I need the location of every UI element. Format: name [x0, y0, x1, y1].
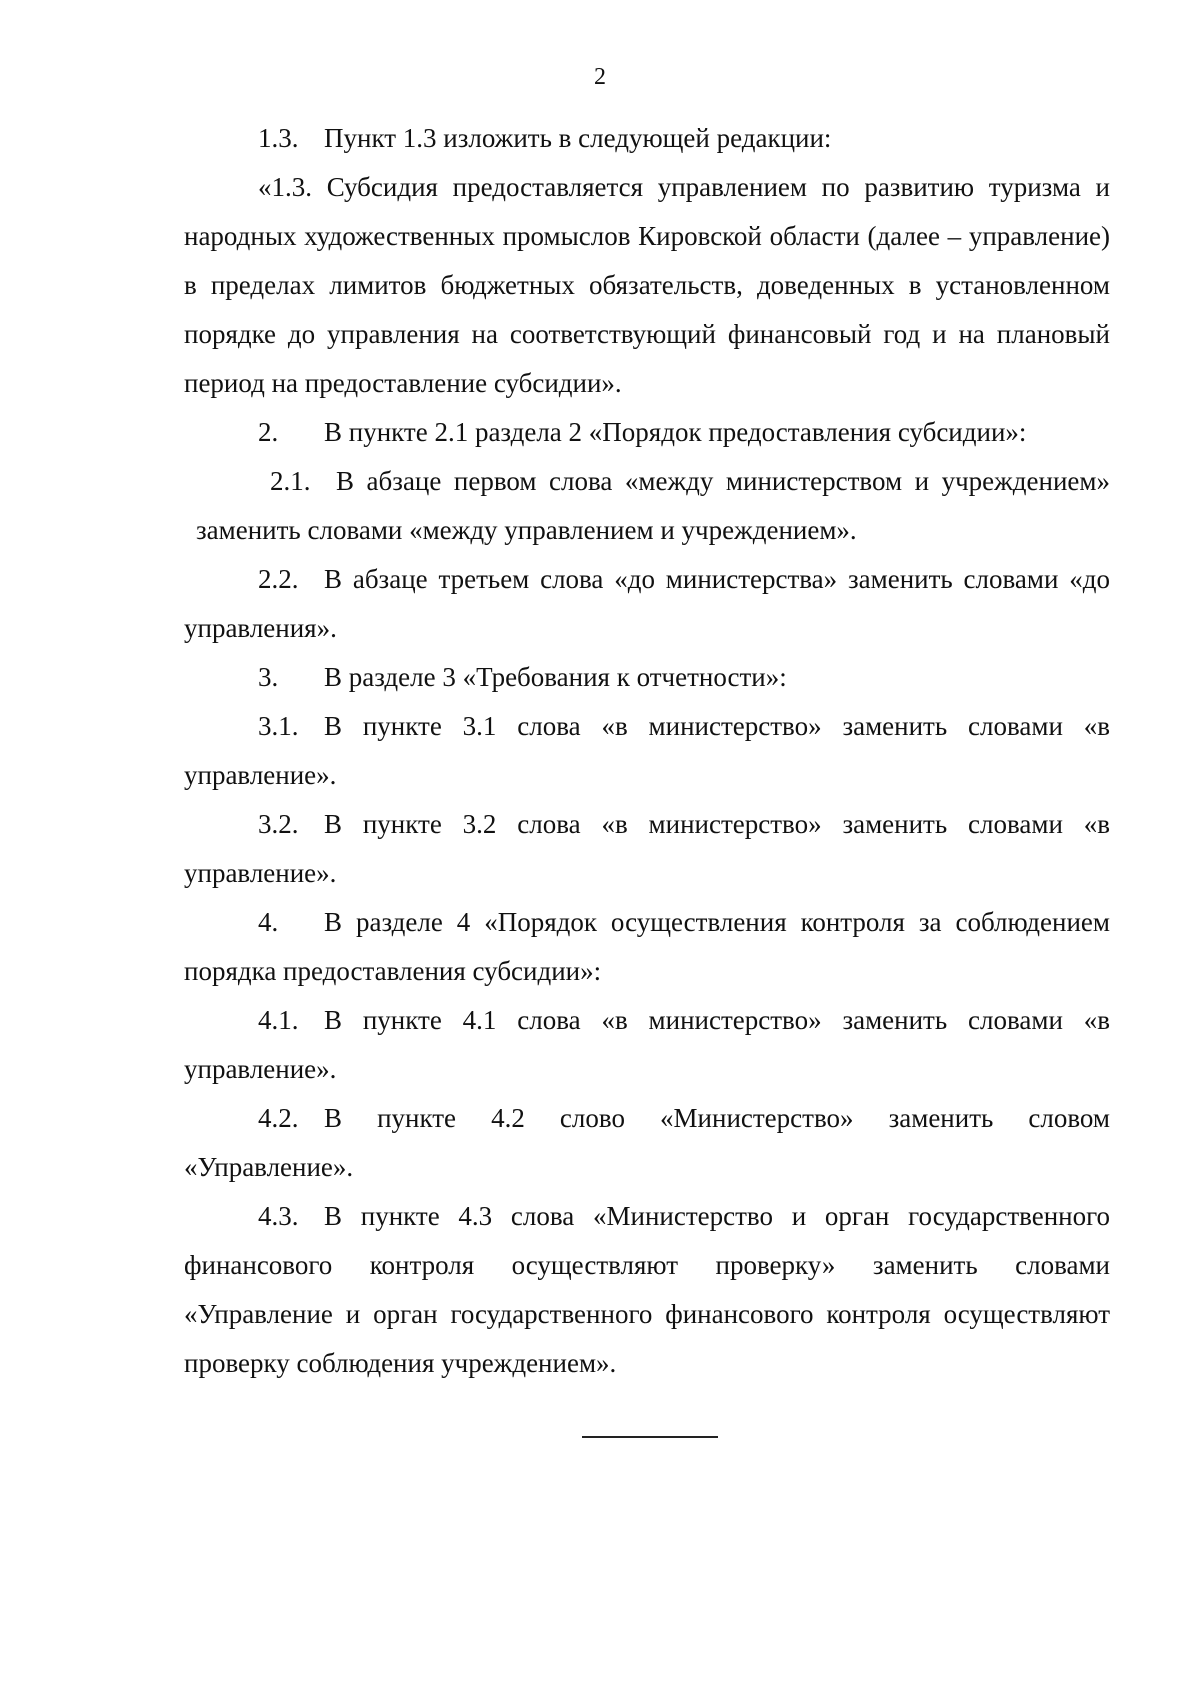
paragraph-quoted-1-3 — [184, 163, 1110, 408]
paragraph-4 — [184, 898, 1110, 996]
paragraph-number: 3. — [258, 662, 279, 692]
paragraph-number: 4.2. — [258, 1103, 299, 1133]
paragraph-text: В пункте 2.1 раздела 2 «Порядок предоставления субсидии»: — [324, 417, 1027, 447]
paragraph-text: В абзаце первом слова «между министерством и учреждением» заменить словами «между управлением и учреждением». — [196, 466, 1110, 545]
paragraph-2-1 — [184, 457, 1110, 555]
paragraph-text: В абзаце третьем слова «до министерства» заменить словами «до управления». — [184, 564, 1110, 643]
paragraph-text: В пункте 3.2 слова «в министерство» заменить словами «в управление». — [184, 809, 1110, 888]
paragraph-text: В пункте 4.2 слово «Министерство» заменить словом «Управление». — [184, 1103, 1110, 1182]
paragraph-text: В пункте 3.1 слова «в министерство» заменить словами «в управление». — [184, 711, 1110, 790]
paragraph-text: «1.3. Субсидия предоставляется управлением по развитию туризма и народных художественных промыслов Кировской области (далее – управление) в пределах лимитов бюджетных обязательств, доведенных в установленном порядке до управления на соответствующий финансовый год и на плановый период на предоставление субсидии». — [184, 172, 1110, 398]
paragraph-number: 3.2. — [258, 809, 299, 839]
paragraph-number: 2.2. — [258, 564, 299, 594]
page-number: 2 — [594, 64, 606, 90]
paragraph-number: 4. — [258, 907, 279, 937]
paragraph-text: В пункте 4.3 слова «Министерство и орган государственного финансового контроля осуществляют проверку» заменить словами «Управление и орган государственного финансового контроля осуществляют проверку соблюдения учреждением». — [184, 1201, 1110, 1378]
paragraph-4-1 — [184, 996, 1110, 1094]
document-body — [184, 114, 1110, 1388]
end-of-document-rule — [582, 1436, 718, 1438]
paragraph-1-3 — [184, 114, 1110, 163]
paragraph-2 — [184, 408, 1110, 457]
paragraph-3 — [184, 653, 1110, 702]
paragraph-number: 4.3. — [258, 1201, 299, 1231]
paragraph-number: 4.1. — [258, 1005, 299, 1035]
paragraph-number: 2.1. — [270, 466, 311, 496]
paragraph-text: Пункт 1.3 изложить в следующей редакции: — [324, 123, 832, 153]
paragraph-number: 1.3. — [258, 123, 299, 153]
paragraph-text: В разделе 3 «Требования к отчетности»: — [324, 662, 787, 692]
paragraph-2-2 — [184, 555, 1110, 653]
paragraph-3-1 — [184, 702, 1110, 800]
paragraph-text: В пункте 4.1 слова «в министерство» заменить словами «в управление». — [184, 1005, 1110, 1084]
paragraph-4-3 — [184, 1192, 1110, 1388]
paragraph-number: 2. — [258, 417, 279, 447]
paragraph-4-2 — [184, 1094, 1110, 1192]
paragraph-3-2 — [184, 800, 1110, 898]
paragraph-number: 3.1. — [258, 711, 299, 741]
paragraph-text: В разделе 4 «Порядок осуществления контроля за соблюдением порядка предоставления субсидии»: — [184, 907, 1110, 986]
